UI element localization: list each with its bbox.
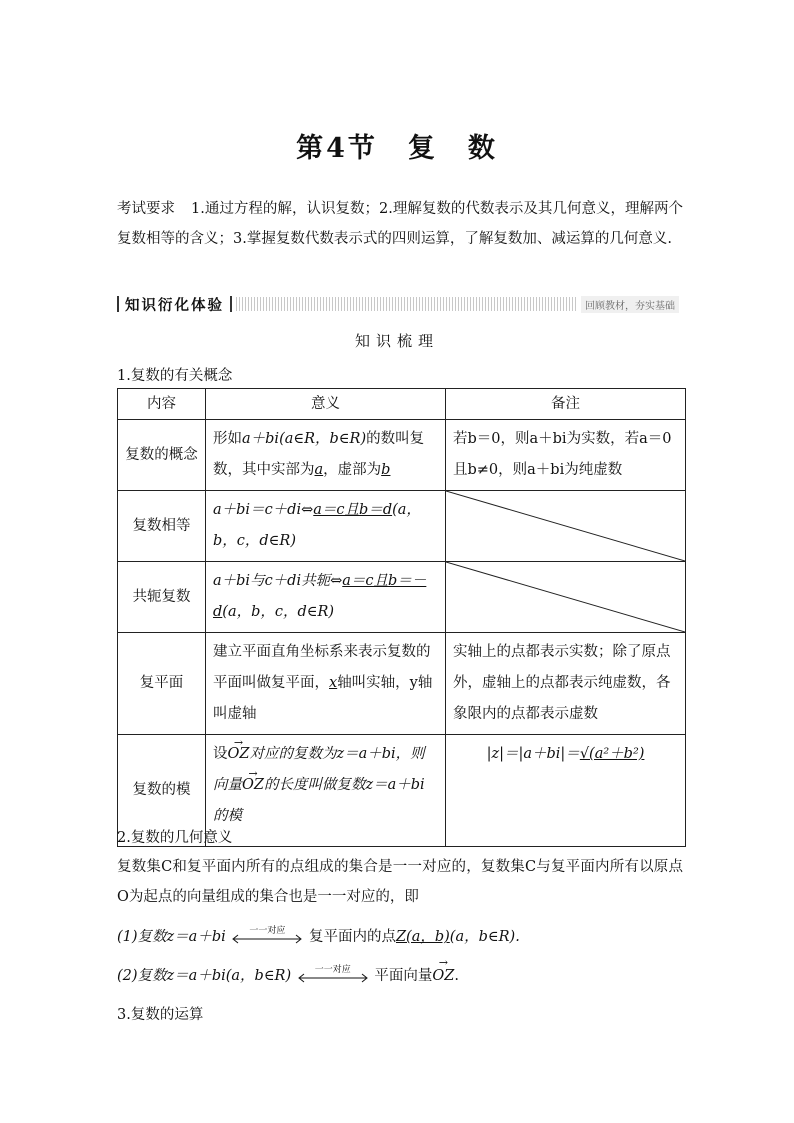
geometry-paragraph: 复数集C和复平面内所有的点组成的集合是一一对应的，复数集C与复平面内所有以原点O为起点的向量组成的集合也是一一对应的，即 xyxy=(117,859,683,905)
concept-table xyxy=(117,388,686,847)
row-name: 复数的模 xyxy=(118,735,206,847)
table-header: 内容 xyxy=(118,389,206,420)
vector-oz: → OZ xyxy=(242,770,264,801)
bidirectional-arrow xyxy=(230,927,304,947)
row-meaning xyxy=(206,562,446,633)
table-row xyxy=(118,633,686,735)
table-header: 备注 xyxy=(446,389,686,420)
heading-operations: 3.复数的运算 xyxy=(117,1007,204,1023)
sub-heading: 知识梳理 xyxy=(354,332,439,350)
row-name: 复平面 xyxy=(118,633,206,735)
text-span: . xyxy=(454,968,459,984)
math-span: (a，b，c，d∈R) xyxy=(213,502,421,549)
answer-blank: a＝c且b＝－d xyxy=(213,573,427,620)
arrow-label: 一一对应 xyxy=(249,926,286,936)
text-span: 建立平面直角坐标系来表示复数的平面叫做复平面， xyxy=(213,644,431,691)
arrow-label: 一一对应 xyxy=(314,965,351,975)
exam-requirements xyxy=(117,194,683,254)
math-span: (a，b∈R). xyxy=(449,929,520,945)
correspondence-line-1 xyxy=(117,925,520,947)
row-name: 共轭复数 xyxy=(118,562,206,633)
vector-oz: → OZ xyxy=(432,968,454,984)
correspondence-line-2 xyxy=(117,964,459,986)
diagonal-line xyxy=(446,491,685,561)
row-meaning xyxy=(206,633,446,735)
math-span: a＋bi(a∈R，b∈R) xyxy=(242,431,367,447)
answer-blank: x xyxy=(329,675,338,691)
table-header-row xyxy=(118,389,686,420)
page-title: 第4节 复 数 xyxy=(296,133,498,164)
section-bar-title: 知识衍化体验 xyxy=(125,297,224,314)
empty-diagonal-cell xyxy=(446,491,686,562)
heading-concepts: 1.复数的有关概念 xyxy=(117,368,233,384)
table-header: 意义 xyxy=(206,389,446,420)
math-span: (2)复数z＝a＋bi(a，b∈R) xyxy=(117,968,292,984)
row-name: 复数的概念 xyxy=(118,420,206,491)
section-bar-right-edge xyxy=(230,296,232,312)
answer-blank: a＝c且b＝d xyxy=(313,502,393,518)
heading-geometry: 2.复数的几何意义 xyxy=(117,830,233,846)
bidirectional-arrow xyxy=(296,966,370,986)
vector-oz: → OZ xyxy=(228,739,250,770)
answer-blank: b xyxy=(381,462,391,478)
math-span: 的长度叫做复数z＝a＋bi的模 xyxy=(213,777,425,824)
row-note: 若b＝0，则a＋bi为实数，若a＝0且b≠0，则a＋bi为纯虚数 xyxy=(446,420,686,491)
math-span: |z|＝|a＋bi|＝ xyxy=(486,746,580,762)
text-span: ，虚部为 xyxy=(323,462,382,478)
text-span: 形如 xyxy=(213,431,242,447)
row-name: 复数相等 xyxy=(118,491,206,562)
section-bar xyxy=(117,293,683,315)
answer-blank: √(a²＋b²) xyxy=(579,746,645,762)
requirements-text: 1.通过方程的解，认识复数；2.理解复数的代数表示及其几何意义，理解两个复数相等的含义；3.掌握复数代数表示式的四则运算，了解复数加、减运算的几何意义. xyxy=(117,201,684,247)
diagonal-line xyxy=(446,562,685,632)
table-row xyxy=(118,491,686,562)
math-span: (a，b，c，d∈R) xyxy=(222,604,335,620)
text-span: 复平面内的点 xyxy=(308,929,396,945)
text-span: 设 xyxy=(213,746,228,762)
row-meaning xyxy=(206,491,446,562)
section-bar-subtitle: 回顾教材，夯实基础 xyxy=(581,296,679,313)
row-meaning xyxy=(206,420,446,491)
double-arrow-icon xyxy=(230,933,304,945)
section-bar-fill xyxy=(236,297,577,311)
math-span: a＋bi＝c＋di⇔ xyxy=(213,502,314,518)
answer-blank: Z(a，b) xyxy=(395,929,450,945)
empty-diagonal-cell xyxy=(446,562,686,633)
requirements-label: 考试要求 xyxy=(117,201,176,217)
math-span: 对应的复数为z＝a＋bi，则向量 xyxy=(213,746,425,793)
answer-blank: a xyxy=(314,462,324,478)
text-span: 平面向量 xyxy=(374,968,433,984)
text-span: 轴叫实轴，y轴叫虚轴 xyxy=(213,675,433,722)
row-meaning xyxy=(206,735,446,847)
math-span: a＋bi与c＋di共轭⇔ xyxy=(213,573,343,589)
table-row xyxy=(118,420,686,491)
math-span: (1)复数z＝a＋bi xyxy=(117,929,226,945)
text-span: 的数叫复数，其中实部为 xyxy=(213,431,425,478)
double-arrow-icon xyxy=(296,972,370,984)
table-row xyxy=(118,562,686,633)
row-note xyxy=(446,735,686,847)
row-note: 实轴上的点都表示实数；除了原点外，虚轴上的点都表示纯虚数，各象限内的点都表示虚数 xyxy=(446,633,686,735)
